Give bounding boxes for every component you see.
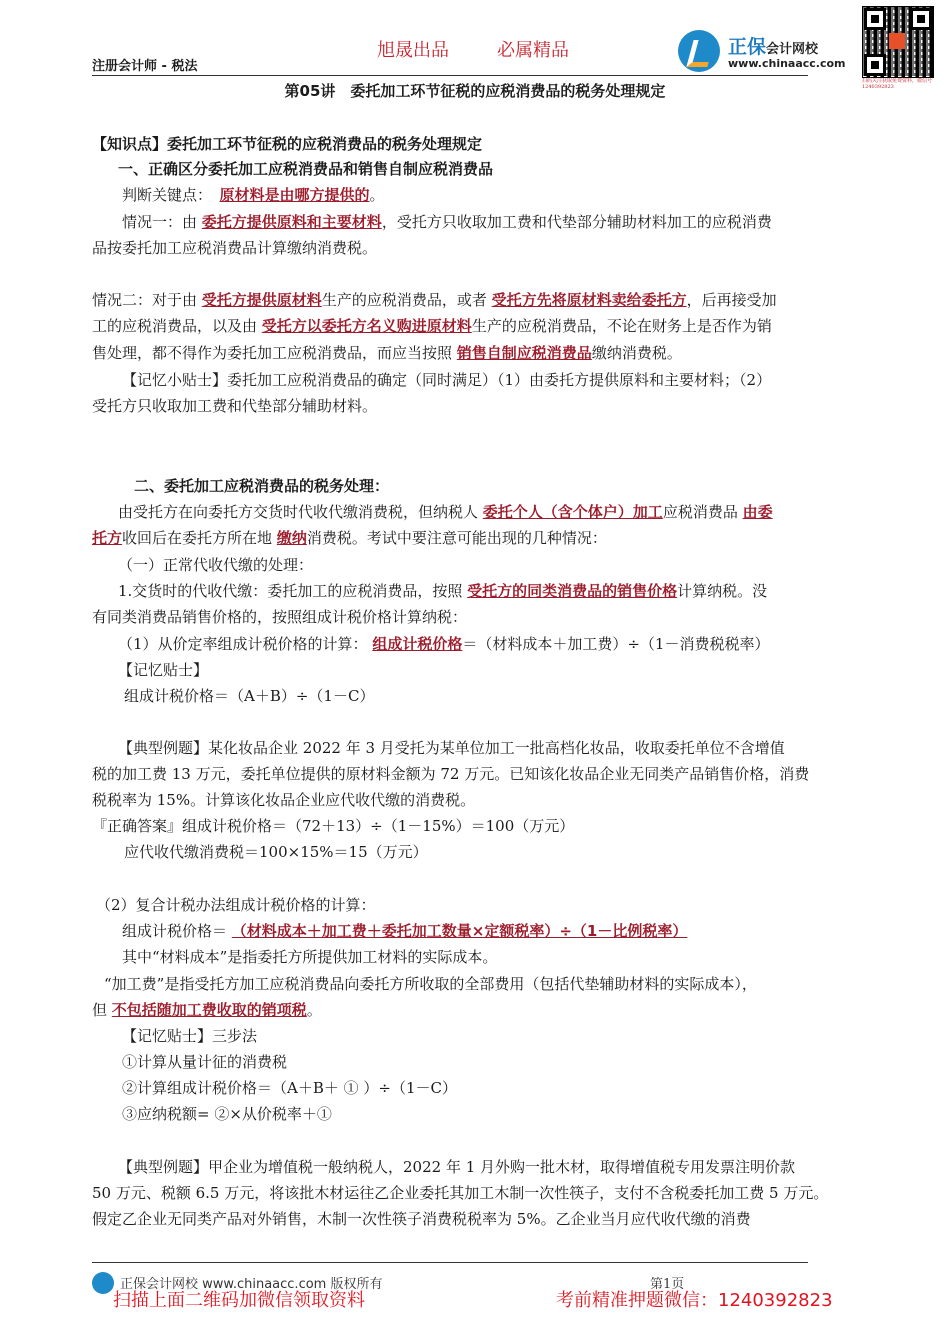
section-one-heading: 一、正确区分委托加工应税消费品和销售自制应税消费品 bbox=[118, 160, 494, 178]
qr-caption: 扫码关注获取免费资料，微信号1240392823 bbox=[862, 78, 933, 90]
example-2-line-2: 50 万元、税额 6.5 万元，将该批木材运往乙企业委托其加工木制一次性筷子，支付不含税委托加工费 5 万元。 bbox=[92, 1184, 829, 1202]
brand-logo[interactable] bbox=[678, 30, 858, 76]
promo-left: 扫描上面二维码加微信领取资料 bbox=[113, 1290, 365, 1311]
section-two-para-2: 托方收回后在委托方所在地 缴纳消费税。考试中要注意可能出现的几种情况： bbox=[92, 529, 607, 547]
case-two-line-1: 情况二：对于由 受托方提供原材料生产的应税消费品，或者 受托方先将原材料卖给委托方，后再接受加 bbox=[92, 291, 777, 309]
course-name: 注册会计师 - 税法 bbox=[92, 59, 198, 74]
memory-formula: 组成计税价格＝（A＋B）÷（1－C） bbox=[124, 687, 375, 705]
section-two-para-1: 由受托方在向委托方交货时代收代缴消费税，但纳税人 委托个人（含个体户）加工应税消费品 由委 bbox=[118, 503, 773, 521]
compound-formula: 组成计税价格＝ （材料成本＋加工费＋委托加工数量×定额税率）÷（1－比例税率） bbox=[122, 922, 688, 940]
footer-logo-icon bbox=[92, 1272, 114, 1294]
page-number: 第1页 bbox=[650, 1277, 685, 1292]
case-one-line-1: 情况一：由 委托方提供原料和主要材料，受托方只收取加工费和代垫部分辅助材料加工的应税消费 bbox=[122, 213, 772, 231]
delivery-line-2: 有同类消费品销售价格的，按照组成计税价格计算纳税： bbox=[92, 608, 468, 626]
step-2: ②计算组成计税价格＝（A＋B＋ ① ）÷（1－C） bbox=[122, 1079, 457, 1097]
example-1-answer-1: 『正确答案』组成计税价格＝（72＋13）÷（1－15%）＝100（万元） bbox=[92, 817, 575, 835]
lecture-title: 第05讲 委托加工环节征税的应税消费品的税务处理规定 bbox=[284, 82, 666, 100]
qr-center-logo-icon bbox=[889, 33, 905, 49]
logo-url: www.chinaacc.com bbox=[728, 57, 846, 70]
example-1-line-2: 税的加工费 13 万元，委托单位提供的原材料金额为 72 万元。已知该化妆品企业无同类产品销售价格，消费 bbox=[92, 765, 810, 783]
material-cost-note: 其中“材料成本”是指委托方所提供加工材料的实际成本。 bbox=[122, 948, 498, 966]
compound-heading: （2）复合计税办法组成计税价格的计算： bbox=[96, 896, 376, 914]
section-two-heading: 二、委托加工应税消费品的税务处理： bbox=[134, 477, 390, 495]
example-1-line-1: 【典型例题】某化妆品企业 2022 年 3 月受托为某单位加工一批高档化妆品，收取委托单位不含增值 bbox=[118, 739, 785, 757]
three-steps-heading: 【记忆贴士】三步法 bbox=[122, 1027, 258, 1045]
logo-name: 正保 bbox=[728, 36, 767, 58]
promo-right: 考前精准押题微信：1240392823 bbox=[556, 1290, 833, 1311]
delivery-line-1: 1.交货时的代收代缴：委托加工的应税消费品，按照 受托方的同类消费品的销售价格计算纳税。没 bbox=[118, 582, 768, 600]
footer-divider bbox=[92, 1262, 808, 1263]
memory-tip-heading: 【记忆贴士】 bbox=[118, 661, 209, 679]
case-one-line-2: 品按委托加工应税消费品计算缴纳消费税。 bbox=[92, 239, 378, 257]
memory-tip-line-2: 受托方只收取加工费和代垫部分辅助材料。 bbox=[92, 397, 378, 415]
knowledge-point-heading: 【知识点】委托加工环节征税的应税消费品的税务处理规定 bbox=[92, 135, 483, 153]
case-two-line-3: 售处理，都不得作为委托加工应税消费品，而应当按照 销售自制应税消费品缴纳消费税。 bbox=[92, 344, 682, 362]
step-1: ①计算从量计征的消费税 bbox=[122, 1053, 288, 1071]
footer-copyright: 正保会计网校 www.chinaacc.com 版权所有 bbox=[120, 1277, 383, 1292]
example-1-answer-2: 应代收代缴消费税＝100×15%＝15（万元） bbox=[124, 843, 428, 861]
ad-valorem-formula: （1）从价定率组成计税价格的计算： 组成计税价格＝（材料成本＋加工费）÷（1－消费税税率） bbox=[118, 635, 770, 653]
slogan-right: 必属精品 bbox=[497, 40, 569, 61]
memory-tip-line-1: 【记忆小贴士】委托加工应税消费品的确定（同时满足）（1）由委托方提供原料和主要材料；（2） bbox=[122, 371, 772, 389]
case-two-line-2: 工的应税消费品，以及由 受托方以委托方名义购进原材料生产的应税消费品，不论在财务上是否作为销 bbox=[92, 317, 772, 335]
header-divider bbox=[92, 75, 808, 76]
logo-sub: 会计网校 bbox=[766, 42, 819, 57]
example-1-line-3: 税税率为 15%。计算该化妆品企业应代收代缴的消费税。 bbox=[92, 791, 476, 809]
example-2-line-3: 假定乙企业无同类产品对外销售，木制一次性筷子消费税税率为 5%。乙企业当月应代收代缴的消费 bbox=[92, 1210, 751, 1228]
qr-code bbox=[862, 6, 932, 88]
processing-fee-note-2: 但 不包括随加工费收取的销项税。 bbox=[92, 1001, 322, 1019]
slogan-left: 旭晟出品 bbox=[377, 40, 449, 61]
example-2-line-1: 【典型例题】甲企业为增值税一般纳税人，2022 年 1 月外购一批木材，取得增值税专用发票注明价款 bbox=[118, 1158, 796, 1176]
key-point-line: 判断关键点： 原材料是由哪方提供的。 bbox=[122, 186, 385, 204]
logo-icon bbox=[678, 30, 720, 72]
processing-fee-note-1: “加工费”是指受托方加工应税消费品向委托方所收取的全部费用（包括代垫辅助材料的实际成本）， bbox=[104, 975, 757, 993]
step-3: ③应纳税额= ②×从价税率＋① bbox=[122, 1105, 332, 1123]
subsection-normal: （一）正常代收代缴的处理： bbox=[118, 556, 314, 574]
